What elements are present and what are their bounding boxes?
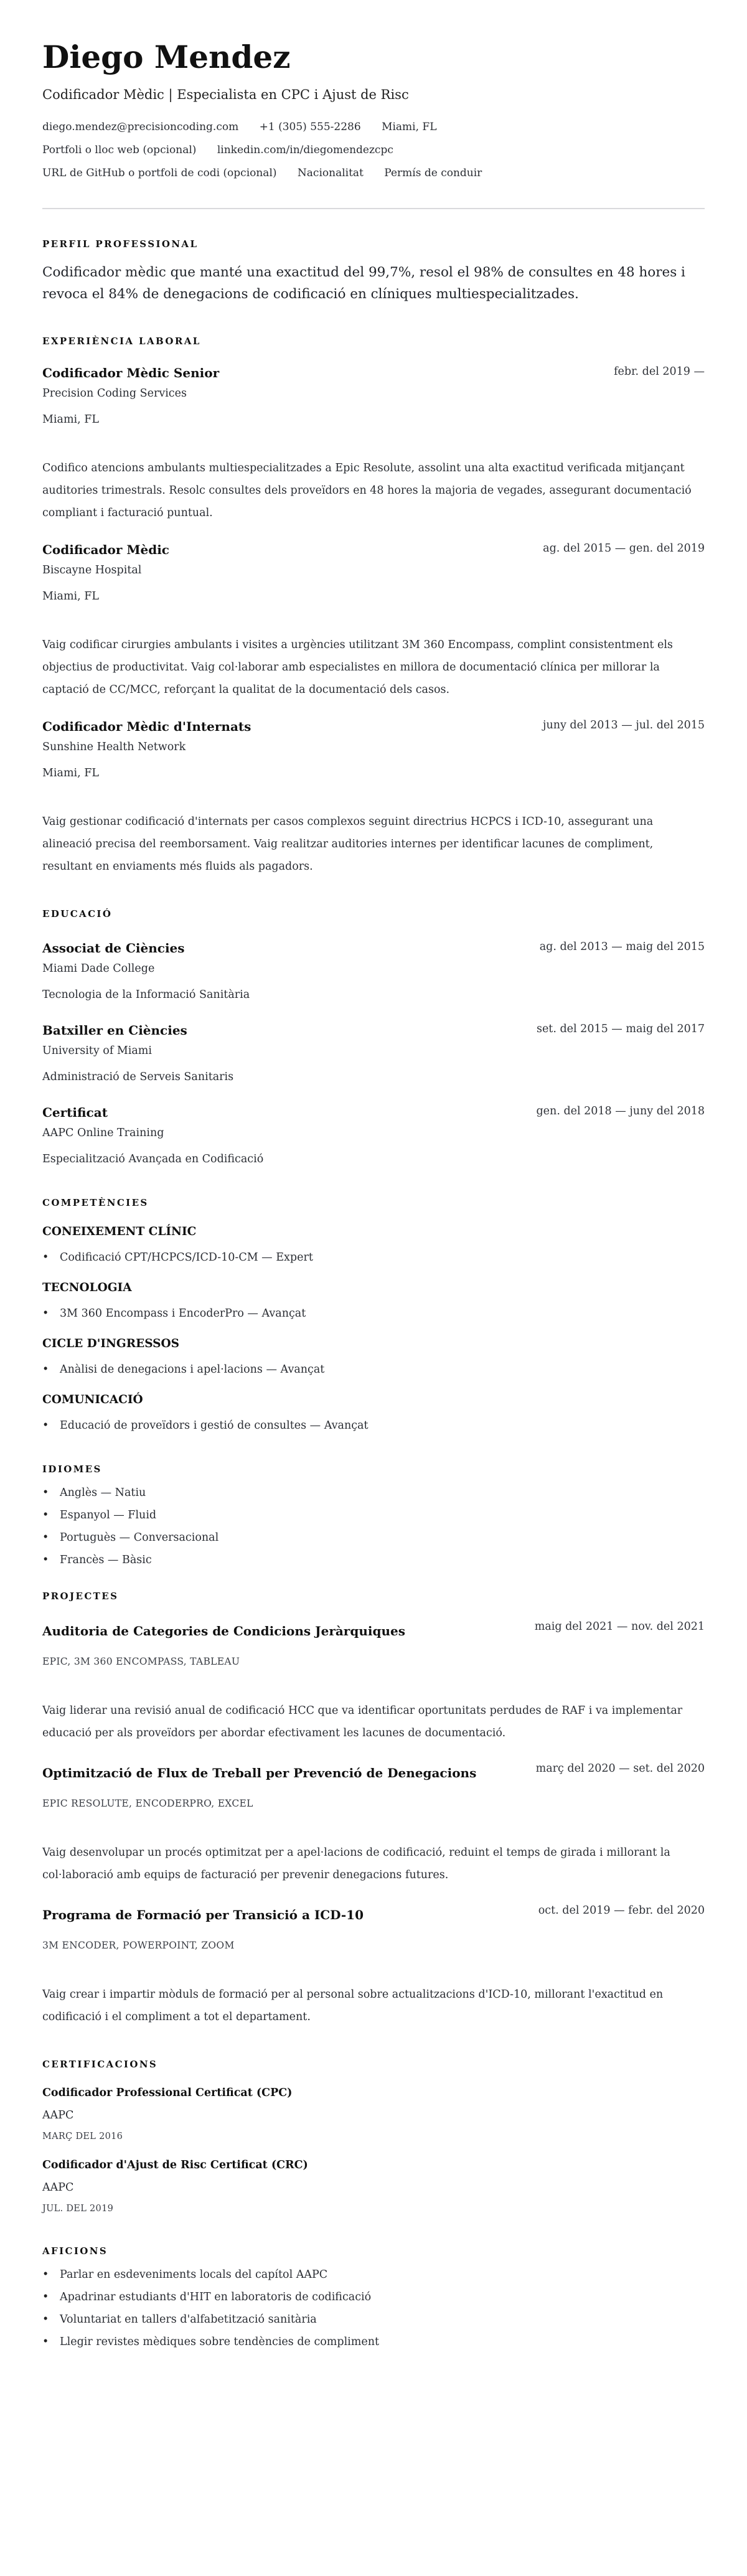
header-divider (42, 208, 705, 209)
skill-category: CICLE D'INGRESSOS (42, 1337, 179, 1350)
project-technologies: 3M ENCODER, POWERPOINT, ZOOM (42, 1940, 235, 1951)
job-location: Miami, FL (42, 767, 100, 779)
section-title: PROJECTES (42, 1591, 119, 1602)
field-of-study: Especialització Avançada en Codificació (42, 1153, 264, 1165)
project-dates: maig del 2021 — nov. del 2021 (534, 1620, 705, 1633)
degree-name: Batxiller en Ciències (42, 1023, 187, 1038)
hobbies-section (42, 2245, 705, 2349)
project-description: Vaig desenvolupar un procés optimitzat per a apel·lacions de codificació, reduint el temps de girada i millorant la col·laboració amb equips de facturació per prevenir denegacions futures. (42, 1846, 670, 1881)
school-name: AAPC Online Training (42, 1127, 164, 1139)
section-title: EXPERIÈNCIA LABORAL (42, 336, 201, 347)
skill-group (42, 1392, 705, 1433)
candidate-headline: Codificador Mèdic | Especialista en CPC i Ajust de Risc (42, 87, 409, 102)
education-dates: ag. del 2013 — maig del 2015 (539, 941, 705, 953)
certifications-section (42, 2058, 705, 2215)
skill-item: • 3M 360 Encompass i EncoderPro — Avançat (42, 1306, 705, 1321)
phone-number[interactable]: +1 (305) 555-2286 (259, 121, 361, 133)
resume-header (42, 37, 705, 209)
section-title: AFICIONS (42, 2245, 108, 2257)
section-title: IDIOMES (42, 1464, 102, 1475)
skill-category: COMUNICACIÓ (42, 1393, 143, 1406)
skill-category: TECNOLOGIA (42, 1281, 132, 1294)
job-description: Vaig codificar cirurgies ambulants i visites a urgències utilitzant 3M 360 Encompass, complint consistentment els objectius de productivitat. Vaig col·laborar amb especialistes en millora de documentació clínica per millorar la captació de CC/MCC, reforçant la qualitat de la documentació dels casos. (42, 639, 673, 696)
location: Miami, FL (382, 121, 437, 133)
education-entry (42, 1103, 705, 1167)
section-title: EDUCACIÓ (42, 908, 113, 919)
skill-category: CONEIXEMENT CLÍNIC (42, 1225, 197, 1238)
summary-section (42, 238, 705, 305)
job-title: Codificador Mèdic (42, 542, 169, 557)
company-name: Sunshine Health Network (42, 741, 186, 753)
project-entry (42, 1902, 705, 2028)
education-entry (42, 939, 705, 1002)
section-title: COMPETÈNCIES (42, 1197, 149, 1208)
certification-name: Codificador Professional Certificat (CPC) (42, 2087, 293, 2099)
skill-group (42, 1280, 705, 1321)
job-title: Codificador Mèdic Senior (42, 365, 220, 380)
education-entry (42, 1021, 705, 1084)
project-title: Optimització de Flux de Treball per Prevenció de Denegacions (42, 1765, 477, 1780)
job-dates: febr. del 2019 — (614, 365, 705, 378)
experience-entry (42, 540, 705, 701)
skill-item: • Educació de proveïdors i gestió de consultes — Avançat (42, 1418, 705, 1433)
language-list (42, 1485, 705, 1568)
certification-entry (42, 2085, 705, 2143)
job-dates: ag. del 2015 — gen. del 2019 (543, 542, 705, 555)
skills-section (42, 1196, 705, 1433)
certification-date: JUL. DEL 2019 (42, 2204, 114, 2214)
candidate-name: Diego Mendez (42, 39, 291, 75)
school-name: University of Miami (42, 1045, 152, 1057)
summary-text: Codificador mèdic que manté una exactitud del 99,7%, resol el 98% de consultes en 48 hores i revoca el 84% de denegacions de codificació en clíniques multiespecialitzades. (42, 265, 685, 302)
field-of-study: Administració de Serveis Sanitaris (42, 1071, 234, 1083)
company-name: Precision Coding Services (42, 387, 187, 400)
project-technologies: EPIC RESOLUTE, ENCODERPRO, EXCEL (42, 1798, 253, 1809)
project-entry (42, 1760, 705, 1886)
drivers-license: Permís de conduir (384, 167, 482, 179)
job-location: Miami, FL (42, 413, 100, 426)
language-item: • Anglès — Natiu (42, 1485, 705, 1500)
certification-issuer: AAPC (42, 2109, 74, 2122)
degree-name: Associat de Ciències (42, 941, 185, 956)
hobby-list (42, 2267, 705, 2349)
education-dates: set. del 2015 — maig del 2017 (536, 1023, 705, 1035)
hobby-item: • Parlar en esdeveniments locals del capítol AAPC (42, 2267, 705, 2282)
company-name: Biscayne Hospital (42, 564, 142, 576)
skill-group (42, 1336, 705, 1377)
github-link[interactable]: URL de GitHub o portfoli de codi (opcional) (42, 167, 277, 179)
experience-entry (42, 717, 705, 878)
skill-item: • Codificació CPT/HCPCS/ICD-10-CM — Expert (42, 1250, 705, 1265)
skill-group (42, 1224, 705, 1265)
experience-entry (42, 364, 705, 524)
languages-section (42, 1463, 705, 1568)
language-item: • Espanyol — Fluid (42, 1508, 705, 1523)
project-dates: març del 2020 — set. del 2020 (535, 1762, 705, 1775)
project-dates: oct. del 2019 — febr. del 2020 (538, 1904, 705, 1917)
school-name: Miami Dade College (42, 962, 155, 975)
contact-info (42, 120, 705, 181)
job-title: Codificador Mèdic d'Internats (42, 719, 251, 734)
job-description: Vaig gestionar codificació d'internats per casos complexos seguint directrius HCPCS i ICD-10, assegurant una alineació precisa del reemborsament. Vaig realitzar auditories internes per identificar lacunes de compliment, resultant en enviaments més fluids als pagadors. (42, 816, 654, 873)
portfolio-link[interactable]: Portfoli o lloc web (opcional) (42, 144, 197, 156)
field-of-study: Tecnologia de la Informació Sanitària (42, 989, 250, 1001)
language-item: • Francès — Bàsic (42, 1553, 705, 1568)
experience-section (42, 335, 705, 878)
contact-row-1 (42, 120, 705, 134)
linkedin-link[interactable]: linkedin.com/in/diegomendezcpc (217, 144, 393, 156)
certification-issuer: AAPC (42, 2181, 74, 2194)
degree-name: Certificat (42, 1105, 108, 1120)
contact-row-2 (42, 143, 705, 157)
skill-item: • Anàlisi de denegacions i apel·lacions — Avançat (42, 1362, 705, 1377)
projects-section (42, 1590, 705, 2028)
hobby-item: • Voluntariat en tallers d'alfabetització sanitària (42, 2312, 705, 2327)
contact-row-3 (42, 166, 705, 181)
section-title: PERFIL PROFESSIONAL (42, 238, 199, 250)
language-item: • Portuguès — Conversacional (42, 1530, 705, 1545)
certification-entry (42, 2158, 705, 2215)
education-dates: gen. del 2018 — juny del 2018 (536, 1105, 705, 1117)
hobby-item: • Apadrinar estudiants d'HIT en laboratoris de codificació (42, 2290, 705, 2305)
job-dates: juny del 2013 — jul. del 2015 (543, 719, 705, 731)
project-description: Vaig liderar una revisió anual de codificació HCC que va identificar oportunitats perdudes de RAF i va implementar educació per als proveïdors per abordar efectivament les lacunes de documentació. (42, 1704, 683, 1739)
email-link[interactable]: diego.mendez@precisioncoding.com (42, 121, 239, 133)
job-location: Miami, FL (42, 590, 100, 603)
section-title: CERTIFICACIONS (42, 2059, 158, 2070)
project-title: Programa de Formació per Transició a ICD-10 (42, 1907, 364, 1922)
hobby-item: • Llegir revistes mèdiques sobre tendències de compliment (42, 2334, 705, 2349)
certification-name: Codificador d'Ajust de Risc Certificat (CRC) (42, 2159, 308, 2171)
project-title: Auditoria de Categories de Condicions Jeràrquiques (42, 1624, 405, 1638)
project-description: Vaig crear i impartir mòduls de formació per al personal sobre actualitzacions d'ICD-10, millorant l'exactitud en codificació i el compliment a tot el departament. (42, 1988, 664, 2023)
project-entry (42, 1619, 705, 1744)
certification-date: MARÇ DEL 2016 (42, 2132, 123, 2141)
nationality: Nacionalitat (297, 167, 364, 179)
education-section (42, 908, 705, 1167)
project-technologies: EPIC, 3M 360 ENCOMPASS, TABLEAU (42, 1656, 240, 1667)
job-description: Codifico atencions ambulants multiespecialitzades a Epic Resolute, assolint una alta exactitud verificada mitjançant auditories trimestrals. Resolc consultes dels proveïdors en 48 hores la majoria de vegades, assegurant documentació compliant i facturació puntual. (42, 462, 692, 519)
